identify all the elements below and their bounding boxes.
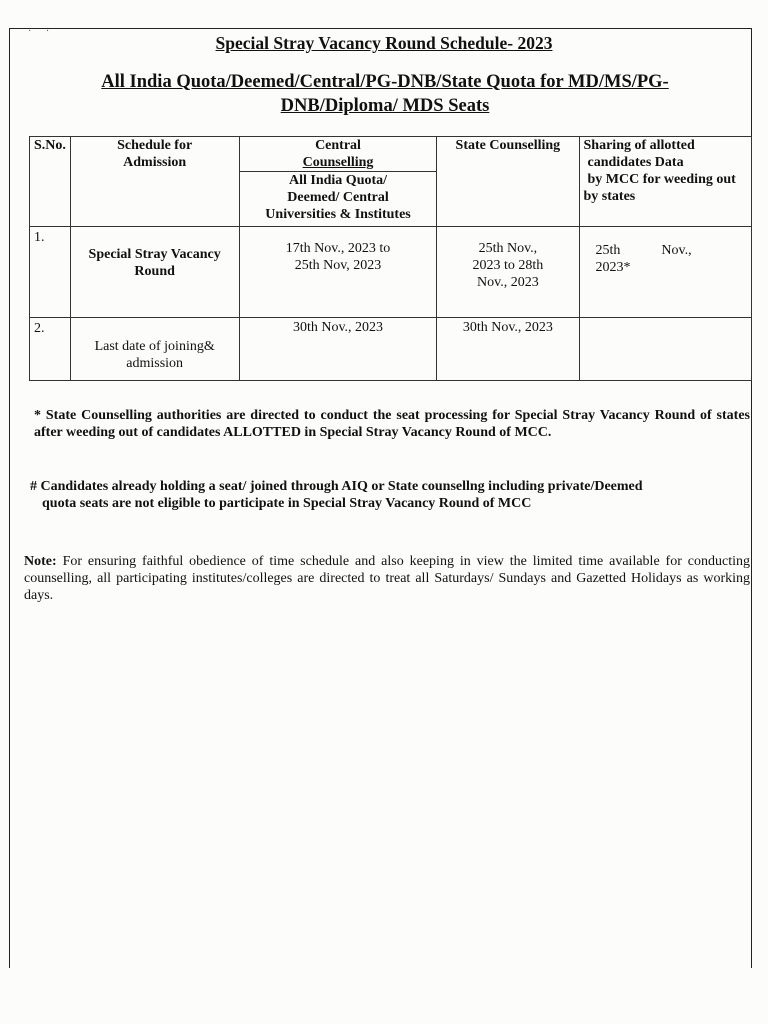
header-schedule	[70, 137, 239, 227]
schedule-line: Special Stray Vacancy	[88, 247, 221, 262]
cell-sharing	[579, 318, 751, 381]
header-schedule-line: Schedule for	[117, 138, 193, 153]
cell-schedule	[70, 227, 239, 318]
cell-schedule	[70, 318, 239, 381]
central-line: 25th Nov, 2023	[294, 258, 382, 273]
cell-state	[437, 227, 579, 318]
header-state: State Counselling	[437, 137, 579, 227]
scan-specks: · ·	[28, 26, 56, 37]
note-text: For ensuring faithful obedience of time schedule and also keeping in view the limited time available for conducting counselling, all participating institutes/colleges are directed to treat all Saturdays/ Sundays and Gazetted Holidays as working days.	[24, 554, 750, 603]
schedule-line: Round	[134, 264, 175, 279]
cell-central	[239, 227, 436, 318]
schedule-line: Last date of joining&	[94, 339, 215, 354]
table-header-row	[30, 137, 752, 172]
header-central-line: Central	[315, 138, 361, 153]
header-sharing-line: by states	[583, 189, 636, 204]
note-main	[24, 553, 750, 604]
header-sharing-line: candidates Data	[587, 155, 684, 170]
sno-text: 1.	[34, 230, 45, 245]
state-line: 2023 to 28th	[472, 258, 544, 273]
header-central-sub-line: Universities & Institutes	[265, 207, 411, 222]
cell-sno	[30, 227, 71, 318]
table-row	[30, 227, 752, 318]
note-hash-line: # Candidates already holding a seat/ joined through AIQ or State counsellng including private/Deemed	[30, 479, 643, 494]
sharing-year: 2023*	[595, 260, 631, 275]
note-hash-line: quota seats are not eligible to participate in Special Stray Vacancy Round of MCC	[42, 496, 532, 511]
schedule-table	[29, 136, 752, 381]
header-sharing	[579, 137, 751, 227]
sharing-day: 25th	[595, 243, 621, 258]
state-line: 25th Nov.,	[478, 241, 538, 256]
note-label: Note:	[24, 554, 57, 569]
header-central-sub-line: Deemed/ Central	[287, 190, 389, 205]
central-line: 17th Nov., 2023 to	[285, 241, 391, 256]
sharing-month: Nov.,	[661, 243, 692, 258]
document-title: Special Stray Vacancy Round Schedule- 2023	[215, 33, 553, 53]
state-line: Nov., 2023	[477, 275, 539, 290]
sharing-line	[584, 227, 747, 259]
header-central-sub	[239, 172, 436, 227]
sno-text: 2.	[34, 321, 45, 336]
header-sharing-line: by MCC for weeding out	[587, 172, 736, 187]
document-subtitle	[40, 70, 730, 118]
state-line: 30th Nov., 2023	[462, 320, 553, 335]
header-central	[239, 137, 436, 172]
schedule-line: admission	[126, 356, 184, 371]
header-sharing-line: Sharing of allotted	[583, 138, 695, 153]
central-line: 30th Nov., 2023	[292, 320, 384, 335]
note-hash	[30, 478, 750, 512]
table-row	[30, 318, 752, 381]
cell-sharing	[579, 227, 751, 318]
subtitle-line-2: DNB/Diploma/ MDS Seats	[280, 96, 490, 116]
header-central-line: Counselling	[302, 155, 374, 170]
cell-state	[437, 318, 579, 381]
header-schedule-line: Admission	[123, 155, 187, 170]
header-sno: S.No.	[30, 137, 71, 227]
cell-sno	[30, 318, 71, 381]
note-star: * State Counselling authorities are directed to conduct the seat processing for Special Stray Vacancy Round of states after weeding out of candidates ALLOTTED in Special Stray Vacancy Round of MCC.	[34, 408, 750, 440]
subtitle-line-1: All India Quota/Deemed/Central/PG-DNB/State Quota for MD/MS/PG-	[101, 72, 669, 92]
header-central-sub-line: All India Quota/	[289, 173, 388, 188]
cell-central	[239, 318, 436, 381]
